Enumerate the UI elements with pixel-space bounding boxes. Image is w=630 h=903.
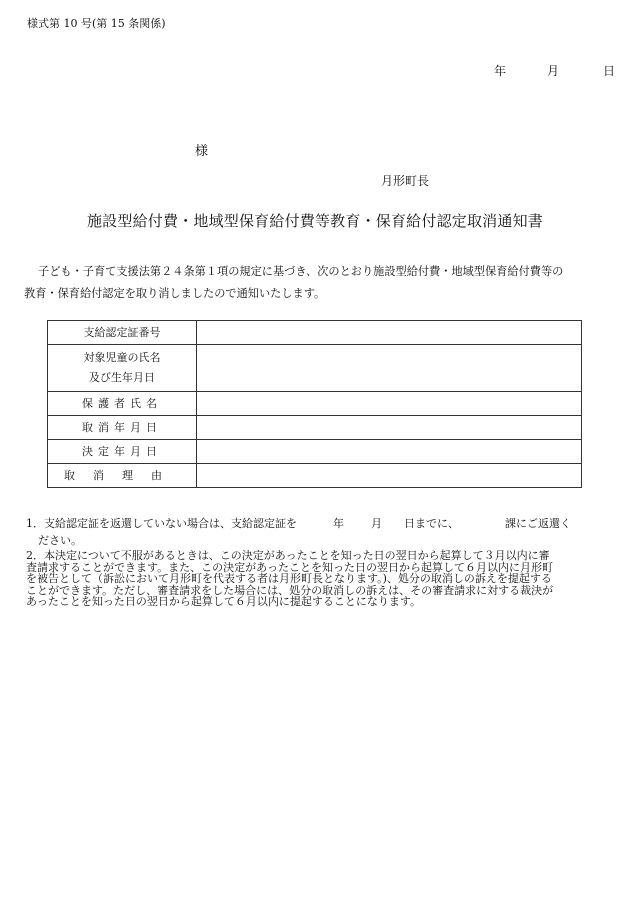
decision-date-value — [197, 440, 582, 464]
note-2 — [26, 550, 611, 608]
document-title: 施設型給付費・地域型保育給付費等教育・保育給付認定取消通知書 — [86, 212, 543, 230]
intro-line-2: 教育・保育給付認定を取り消しましたので通知いたします。 — [24, 287, 326, 300]
cert-number-label: 支給認定証番号 — [48, 321, 197, 345]
decision-date-label: 決定年月日 — [48, 440, 197, 464]
note-1-section: 課にご返還く — [505, 517, 571, 530]
note-1-line-1 — [26, 515, 611, 532]
date-year-label: 年 — [494, 64, 507, 78]
intro-line-1: 子ども・子育て支援法第２４条第１項の規定に基づき、次のとおり施設型給付費・地域型保育給付費等の — [38, 265, 564, 278]
cancel-date-value — [197, 416, 582, 440]
cert-number-value — [197, 321, 582, 345]
notes-section — [26, 515, 611, 608]
table-row-cert-number — [48, 321, 582, 345]
cancel-reason-label: 取消理由 — [48, 464, 197, 488]
note-1-year: 年 — [333, 517, 344, 530]
table-row-decision-date — [48, 440, 582, 464]
note-1-day-until: 日までに、 — [404, 517, 459, 530]
note-1-month: 月 — [371, 517, 382, 530]
date-line — [494, 62, 615, 79]
guardian-name-value — [197, 392, 582, 416]
table-row-cancel-reason — [48, 464, 582, 488]
note-1-prefix: 1．支給認定証を返還していない場合は、支給認定証を — [26, 517, 297, 530]
info-table — [47, 320, 582, 488]
table-row-guardian — [48, 392, 582, 416]
note-1-line-2: ださい。 — [38, 534, 82, 547]
cancel-reason-value — [197, 464, 582, 488]
table-row-child — [48, 345, 582, 392]
note-1 — [26, 515, 611, 549]
intro-paragraph — [24, 261, 614, 305]
note-2-line-4: ことができます。ただし、審査請求をした場合には、処分の取消しの訴えは、その審査請求に対する裁決が — [26, 583, 554, 597]
table-row-cancel-date — [48, 416, 582, 440]
child-name-label — [48, 345, 197, 392]
guardian-name-label: 保護者氏名 — [48, 392, 197, 416]
date-day-label: 日 — [603, 64, 616, 78]
issuer: 月形町長 — [381, 174, 430, 188]
child-name-value — [197, 345, 582, 392]
child-name-label-line-1: 対象児童の氏名 — [83, 351, 161, 364]
child-name-label-line-2: 及び生年月日 — [89, 371, 155, 384]
form-number: 様式第 10 号(第 15 条関係) — [27, 17, 166, 30]
note-2-line-5: あったことを知った日の翌日から起算して６月以内に提起することになります。 — [26, 595, 422, 608]
note-2-line-1: 2．本決定について不服があるときは、この決定があったことを知った日の翌日から起算して３月以内に審 — [26, 549, 550, 562]
note-2-line-2: 査請求することができます。また、この決定があったことを知った日の翌日から起算して６月以内に月形町 — [26, 560, 554, 574]
cancel-date-label: 取消年月日 — [48, 416, 197, 440]
addressee-suffix: 様 — [195, 144, 209, 159]
note-2-line-3: を被告として（訴訟において月形町を代表する者は月形町長となります。)、処分の取消しの訴えを提起する — [26, 572, 552, 585]
date-month-label: 月 — [547, 64, 560, 78]
